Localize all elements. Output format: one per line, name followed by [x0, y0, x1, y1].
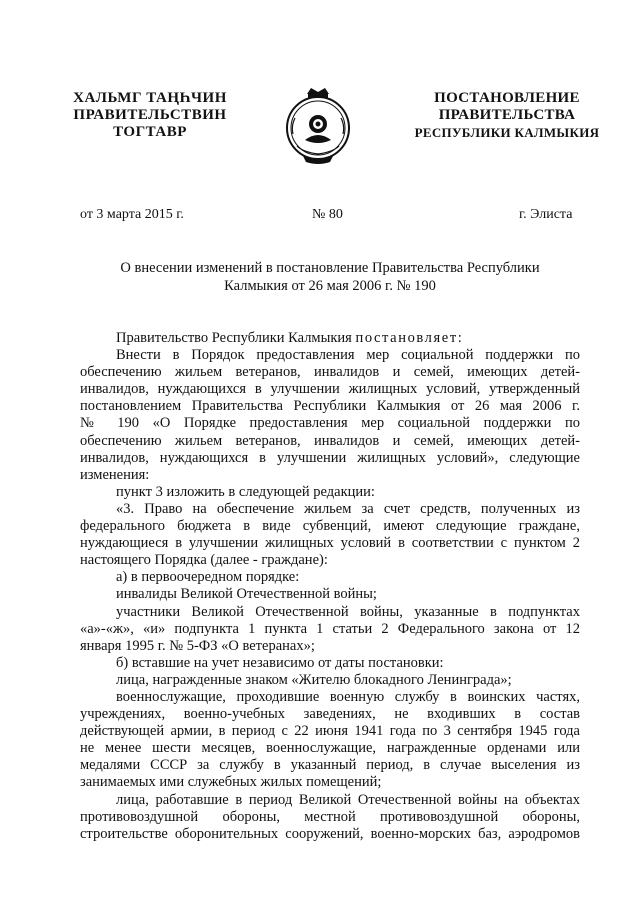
header-left-line: ТОГТАВР	[113, 124, 187, 140]
header-right-line: ПОСТАНОВЛЕНИЕ	[434, 90, 580, 106]
document-date: от 3 марта 2015 г.	[80, 207, 184, 222]
document-title	[80, 259, 580, 295]
kalmykia-coat-of-arms-icon	[283, 84, 353, 166]
document-city: г. Элиста	[519, 207, 573, 222]
body-line: января 1995 г. № 5-ФЗ «О ветеранах»;	[80, 637, 315, 654]
body-line: инвалидов, нуждающихся в улучшении жилищных условий, утвержденный	[80, 381, 580, 398]
body-line: медалями СССР за службу в указанный период, в случае выселения из	[80, 757, 580, 774]
document-number: № 80	[312, 207, 343, 222]
body-line: лица, награжденные знаком «Жителю блокадного Ленинграда»;	[116, 671, 512, 688]
body-line: федерального бюджета в виде субвенций, имеют следующие граждане,	[80, 518, 580, 535]
body-line: нуждающиеся в улучшении жилищных условий в соответствии с пунктом 2	[80, 535, 580, 552]
body-line: учреждениях, военно-учебных заведениях, не входивших в состав	[80, 706, 580, 723]
body-line: пункт 3 изложить в следующей редакции:	[116, 483, 375, 500]
title-line: Калмыкия от 26 мая 2006 г. № 190	[224, 278, 436, 294]
header-kalmyk-title	[60, 90, 240, 141]
decree-lead: Правительство Республики Калмыкия	[116, 330, 356, 346]
body-line: обеспечению жильем ветеранов, инвалидов и семей, имеющих детей-	[80, 364, 580, 381]
body-line: военнослужащие, проходившие военную службу в воинских частях,	[116, 688, 580, 705]
document-body	[80, 330, 580, 843]
title-line: О внесении изменений в постановление Правительства Республики	[120, 260, 540, 276]
body-line: не менее шести месяцев, военнослужащие, награжденные орденами или	[80, 740, 580, 757]
decree-word: постановляет:	[355, 330, 464, 346]
body-line: «а»-«ж», «и» подпункта 1 пункта 1 статьи 2 Федерального закона от 12	[80, 620, 580, 637]
body-line: а) в первоочередном порядке:	[116, 569, 300, 586]
body-line: занимаемых ими служебных жилых помещений;	[80, 774, 382, 791]
body-line: участники Великой Отечественной войны, указанные в подпунктах	[116, 603, 580, 620]
body-line: инвалиды Великой Отечественной войны;	[116, 586, 377, 603]
header-russian-title	[402, 90, 612, 141]
body-line: настоящего Порядка (далее - граждане):	[80, 552, 328, 569]
body-line: инвалидов, нуждающихся в улучшении жилищных условий», следующие	[80, 449, 580, 466]
body-line: лица, работавшие в период Великой Отечественной войны на объектах	[116, 791, 580, 808]
body-line: обеспечению жильем ветеранов, инвалидов и семей, имеющих детей-	[80, 432, 580, 449]
header-right-line: РЕСПУБЛИКИ КАЛМЫКИЯ	[414, 125, 600, 140]
body-line: № 190 «О Порядке предоставления мер социальной поддержки по	[80, 415, 580, 432]
body-line: «3. Право на обеспечение жильем за счет средств, полученных из	[116, 500, 580, 517]
header-left-line: ХАЛЬМГ ТАҢҺЧИН	[73, 90, 227, 106]
body-line: постановлением Правительства Республики Калмыкия от 26 мая 2006 г.	[80, 398, 580, 415]
body-line: противовоздушной обороны, местной противовоздушной обороны,	[80, 808, 580, 825]
header-right-line: ПРАВИТЕЛЬСТВА	[438, 107, 576, 123]
body-line: изменения:	[80, 466, 150, 483]
body-line: Внести в Порядок предоставления мер социальной поддержки по	[116, 347, 580, 364]
body-line: б) вставшие на учет независимо от даты постановки:	[116, 654, 444, 671]
header-left-line: ПРАВИТЕЛЬСТВИН	[73, 107, 227, 123]
decree-paragraph	[80, 330, 580, 347]
body-line: строительстве оборонительных сооружений, военно-морских баз, аэродромов	[80, 825, 580, 842]
body-line: действующей армии, в период с 22 июня 1941 года по 3 сентября 1945 года	[80, 723, 580, 740]
